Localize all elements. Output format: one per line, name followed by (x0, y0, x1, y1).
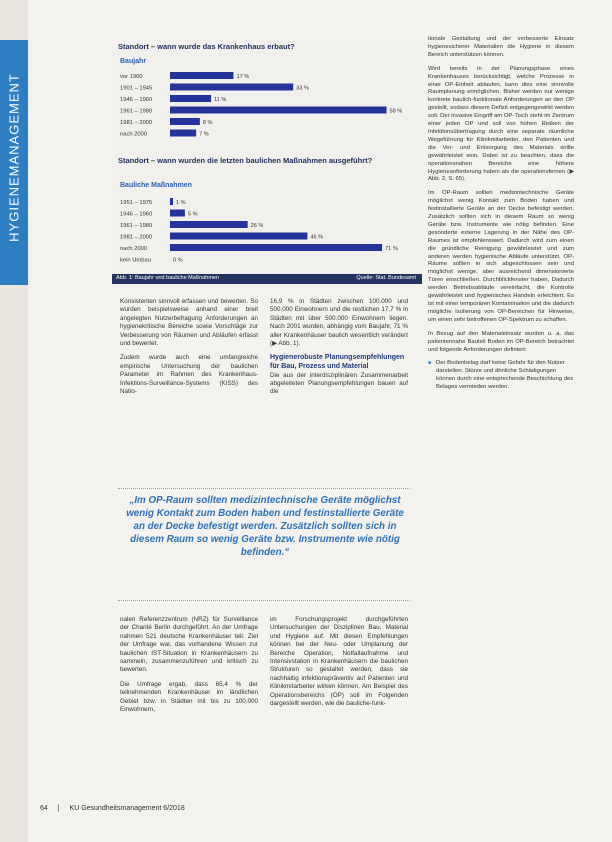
chart2-svg (112, 194, 422, 274)
figure-box (112, 38, 422, 286)
column-1-bottom (120, 616, 258, 720)
caption-source: Quelle: Stat. Bundesamt (356, 275, 416, 281)
column-2-top (270, 298, 408, 403)
category-label: 1946 – 1960 (120, 97, 153, 103)
bullet-item: ■ Der Bodenbelag darf keine Gefahr für den Nutzer darstellen. Stürze und ähnliche Schädigungen können durch eine entsprechende Beschichtung des Belages vermieden werden. (436, 360, 574, 392)
page-footer (40, 805, 193, 812)
paragraph: tionale Gestaltung und der verbesserte Einsatz hygienesicherer Materialien die Hygiene in diesem Bereich unterstützen können. (428, 36, 574, 58)
bar (170, 244, 382, 251)
bar (170, 72, 233, 79)
paragraph: Zudem wurde auch eine umfangreiche empirische Untersuchung der baulichen Parameter im Rahmen des Krankenhaus-Infektions-Surveillance-Systems (KISS) des Natio- (120, 354, 258, 396)
footer-separator: | (57, 805, 60, 812)
chart2-subtitle: Bauliche Maßnahmen (120, 182, 192, 189)
paragraph: Im OP-Raum sollten medizintechnische Geräte möglichst wenig Kontakt zum Boden haben und festinstallierte Geräte an der Decke befestigt werden. Zusätzlich sollten sich in diesem Raum so wenig Geräte bzw. Instrumente wie nötig befinden. Eine gesonderte externe Lagerung in der Nähe des OP-Raumes ist empfehlenswert. Dadurch wird zum einen die gründliche Reinigung gewährleistet und zum anderen werden hygienische Abläufe unterstützt. OP-Räume sollten in sich abgeschlossen sein und möglichst wenige, aber ausreichend dimensionierte Türen einschließen. Durchblickfenster haben, Dadurch werden Betriebsabläufe vereinfacht, die Kontrolle gewährleistet und hygienisches Handeln erleichtert. Es ist mit einer temporären Kontamination und die dadurch mögliche Isolierung von OP-Bereichen für Hinweise, um einen sehr betroffenen OP-Spektrum zu schaffen. (428, 190, 574, 323)
value-label: 33 % (296, 85, 309, 92)
value-label: 17 % (236, 74, 250, 80)
category-label: nach 2000 (120, 131, 148, 138)
value-label: 46 % (310, 234, 324, 241)
chart1-subtitle: Baujahr (120, 58, 147, 65)
chart2-title: Standort – wann wurden die letzten baulichen Maßnahmen ausgeführt? (118, 156, 373, 165)
bar (170, 118, 200, 125)
chart1-svg (112, 68, 422, 168)
section-band (0, 40, 28, 285)
category-label: kein Umbau (120, 257, 151, 264)
paragraph: nalen Referenzzentrum (NRZ) für Surveillance der Charité Berlin durchgeführt. An der Umfrage nahmen 521 deutsche Krankenhäuser teil. Ziel der Umfrage war, das vorhandene Wissen zur baulichen IST-Situation in Krankenhäusern zu sammeln, zusammenzuführen und kritisch zu bewerten. (120, 616, 258, 674)
value-label: 26 % (250, 223, 264, 229)
subheading: Hygienerobuste Planungsempfehlungen für Bau, Prozess und Material (270, 354, 405, 371)
bar (170, 130, 196, 137)
bullet-list (428, 360, 574, 392)
category-label: 1951 – 1975 (120, 200, 153, 206)
paragraph: Wird bereits in der Planungsphase eines Krankenhauses berücksichtigt, welche Prozesse in einer OP-Einheit ablaufen, kann dies eine sinnvolle Raumplanung ermöglichen. Bisher werden nur wenige konkrete baulich-funktionale Anforderungen an den OP gestellt, sodass diesem Defizit entgegengewirkt werden soll. Der invasive Eingriff am OP-Tisch steht im Zentrum einer jeden OP und soll von hohen Risiken der Infektionsübertragung durch eine separate räumliche Wegeführung für Klinikmitarbeiter, den Patienten und die Ver- und Entsorgung des Materials sollte gewährleistet sein. Dabei ist zu beachten, dass die operationsnahen Bereiche eine höhere Hygieneanforderung haben als die operationsfernen (▶ Abb. 2, S. 65). (428, 65, 574, 183)
paragraph: Die aus der interdisziplinären Zusammenarbeit abgeleiteten Planungsempfehlungen bauen auf die (270, 371, 408, 396)
value-label: 7 % (199, 131, 209, 138)
bar (170, 233, 307, 240)
column-1-top (120, 298, 258, 402)
category-label: vor 1900 (120, 74, 143, 80)
bar (170, 198, 173, 205)
bar (170, 107, 387, 114)
figure-caption (112, 274, 422, 284)
paragraph: im Forschungsprojekt durchgeführten Untersuchungen der Disziplinen Bau, Material und Hygiene auf. Mit diesen Empfehlungen können bei der Neu- oder Umplanung der Bereiche Operation, Notfallaufnahme und Intensivstation in Krankenhäusern die baulichen Strukturen so gestaltet werden, dass sie nachhaltig infektionspräventiv auf Patienten und Klinikmitarbeiter wirken können. Am Beispiel des Operationsbereichs (OP) soll im Folgenden dargestellt werden, wie die bauliche-funk- (270, 616, 408, 708)
bar (170, 210, 185, 217)
bar (170, 221, 248, 228)
column-2-bottom (270, 616, 408, 714)
quote-rule-top (118, 488, 410, 490)
value-label: 58 % (389, 108, 403, 115)
chart1-title: Standort – wann wurde das Krankenhaus erbaut? (118, 42, 295, 51)
category-label: 1981 – 2000 (120, 120, 153, 126)
caption-text: Abb. 1: Baujahr und bauliche Maßnahmen (116, 275, 220, 281)
category-label: nach 2000 (120, 246, 148, 252)
paragraph: Konsistenten sinnvoll erfassen und bewerten. So wurden beispielsweise anhand einer breit angelegten Nutzerbefragung Anforderungen an hygienekritische Bereiche sowie Vorschläge zur Verbesserung von Räumen und Abläufen erfasst und bewertet. (120, 298, 258, 348)
paragraph: 16,9 % in Städten zwischen 100.000 und 500.000 Einwohnern und die restlichen 17,7 % in Städten mit über 500.000 Einwohnern liegen. Nach 2001 wurden, abhängig vom Baujahr, 71 % aller Krankenhäuser baulich wesentlich verändert (▶ Abb. 1). (270, 298, 408, 348)
value-label: 5 % (187, 211, 198, 218)
column-3 (428, 36, 574, 392)
category-label: 1901 – 1945 (120, 85, 153, 92)
value-label: 0 % (173, 257, 183, 264)
paragraph: In Bezug auf den Materialeinsatz wurden u. a. das patientennahe Bauteil Boden im OP-Bereich betrachtet und folgende Anforderungen definiert: (428, 330, 574, 353)
category-label: 1946 – 1960 (120, 211, 153, 218)
value-label: 11 % (214, 97, 227, 103)
category-label: 1961 – 1980 (120, 108, 153, 115)
value-label: 71 % (385, 246, 398, 252)
journal-name: KU Gesundheitsmanagement 6/2018 (69, 805, 185, 812)
category-label: 1961 – 1980 (120, 223, 153, 229)
section-sidebar (0, 0, 28, 842)
quote-rule-bottom (118, 600, 410, 602)
value-label: 1 % (175, 200, 186, 206)
bar (170, 95, 211, 102)
category-label: 1981 – 2000 (120, 234, 153, 241)
paragraph: Die Umfrage ergab, dass 65,4 % der teilnehmenden Krankenhäuser im ländlichen Gebiet bzw. in Städten mit bis zu 100.000 Einwohnern, (120, 680, 258, 714)
bar (170, 84, 293, 91)
section-label: HYGIENEMANAGEMENT (6, 73, 22, 242)
page-number: 64 (40, 805, 48, 812)
value-label: 8 % (202, 120, 213, 126)
pull-quote: „Im OP-Raum sollten medizintechnische Geräte möglichst wenig Kontakt zum Boden haben und festinstallierte Geräte an der Decke befestigt werden. Zusätzlich sollten sich in diesem Raum so wenig Geräte bzw. Instrumente wie nötig befinden.“ (126, 495, 404, 558)
